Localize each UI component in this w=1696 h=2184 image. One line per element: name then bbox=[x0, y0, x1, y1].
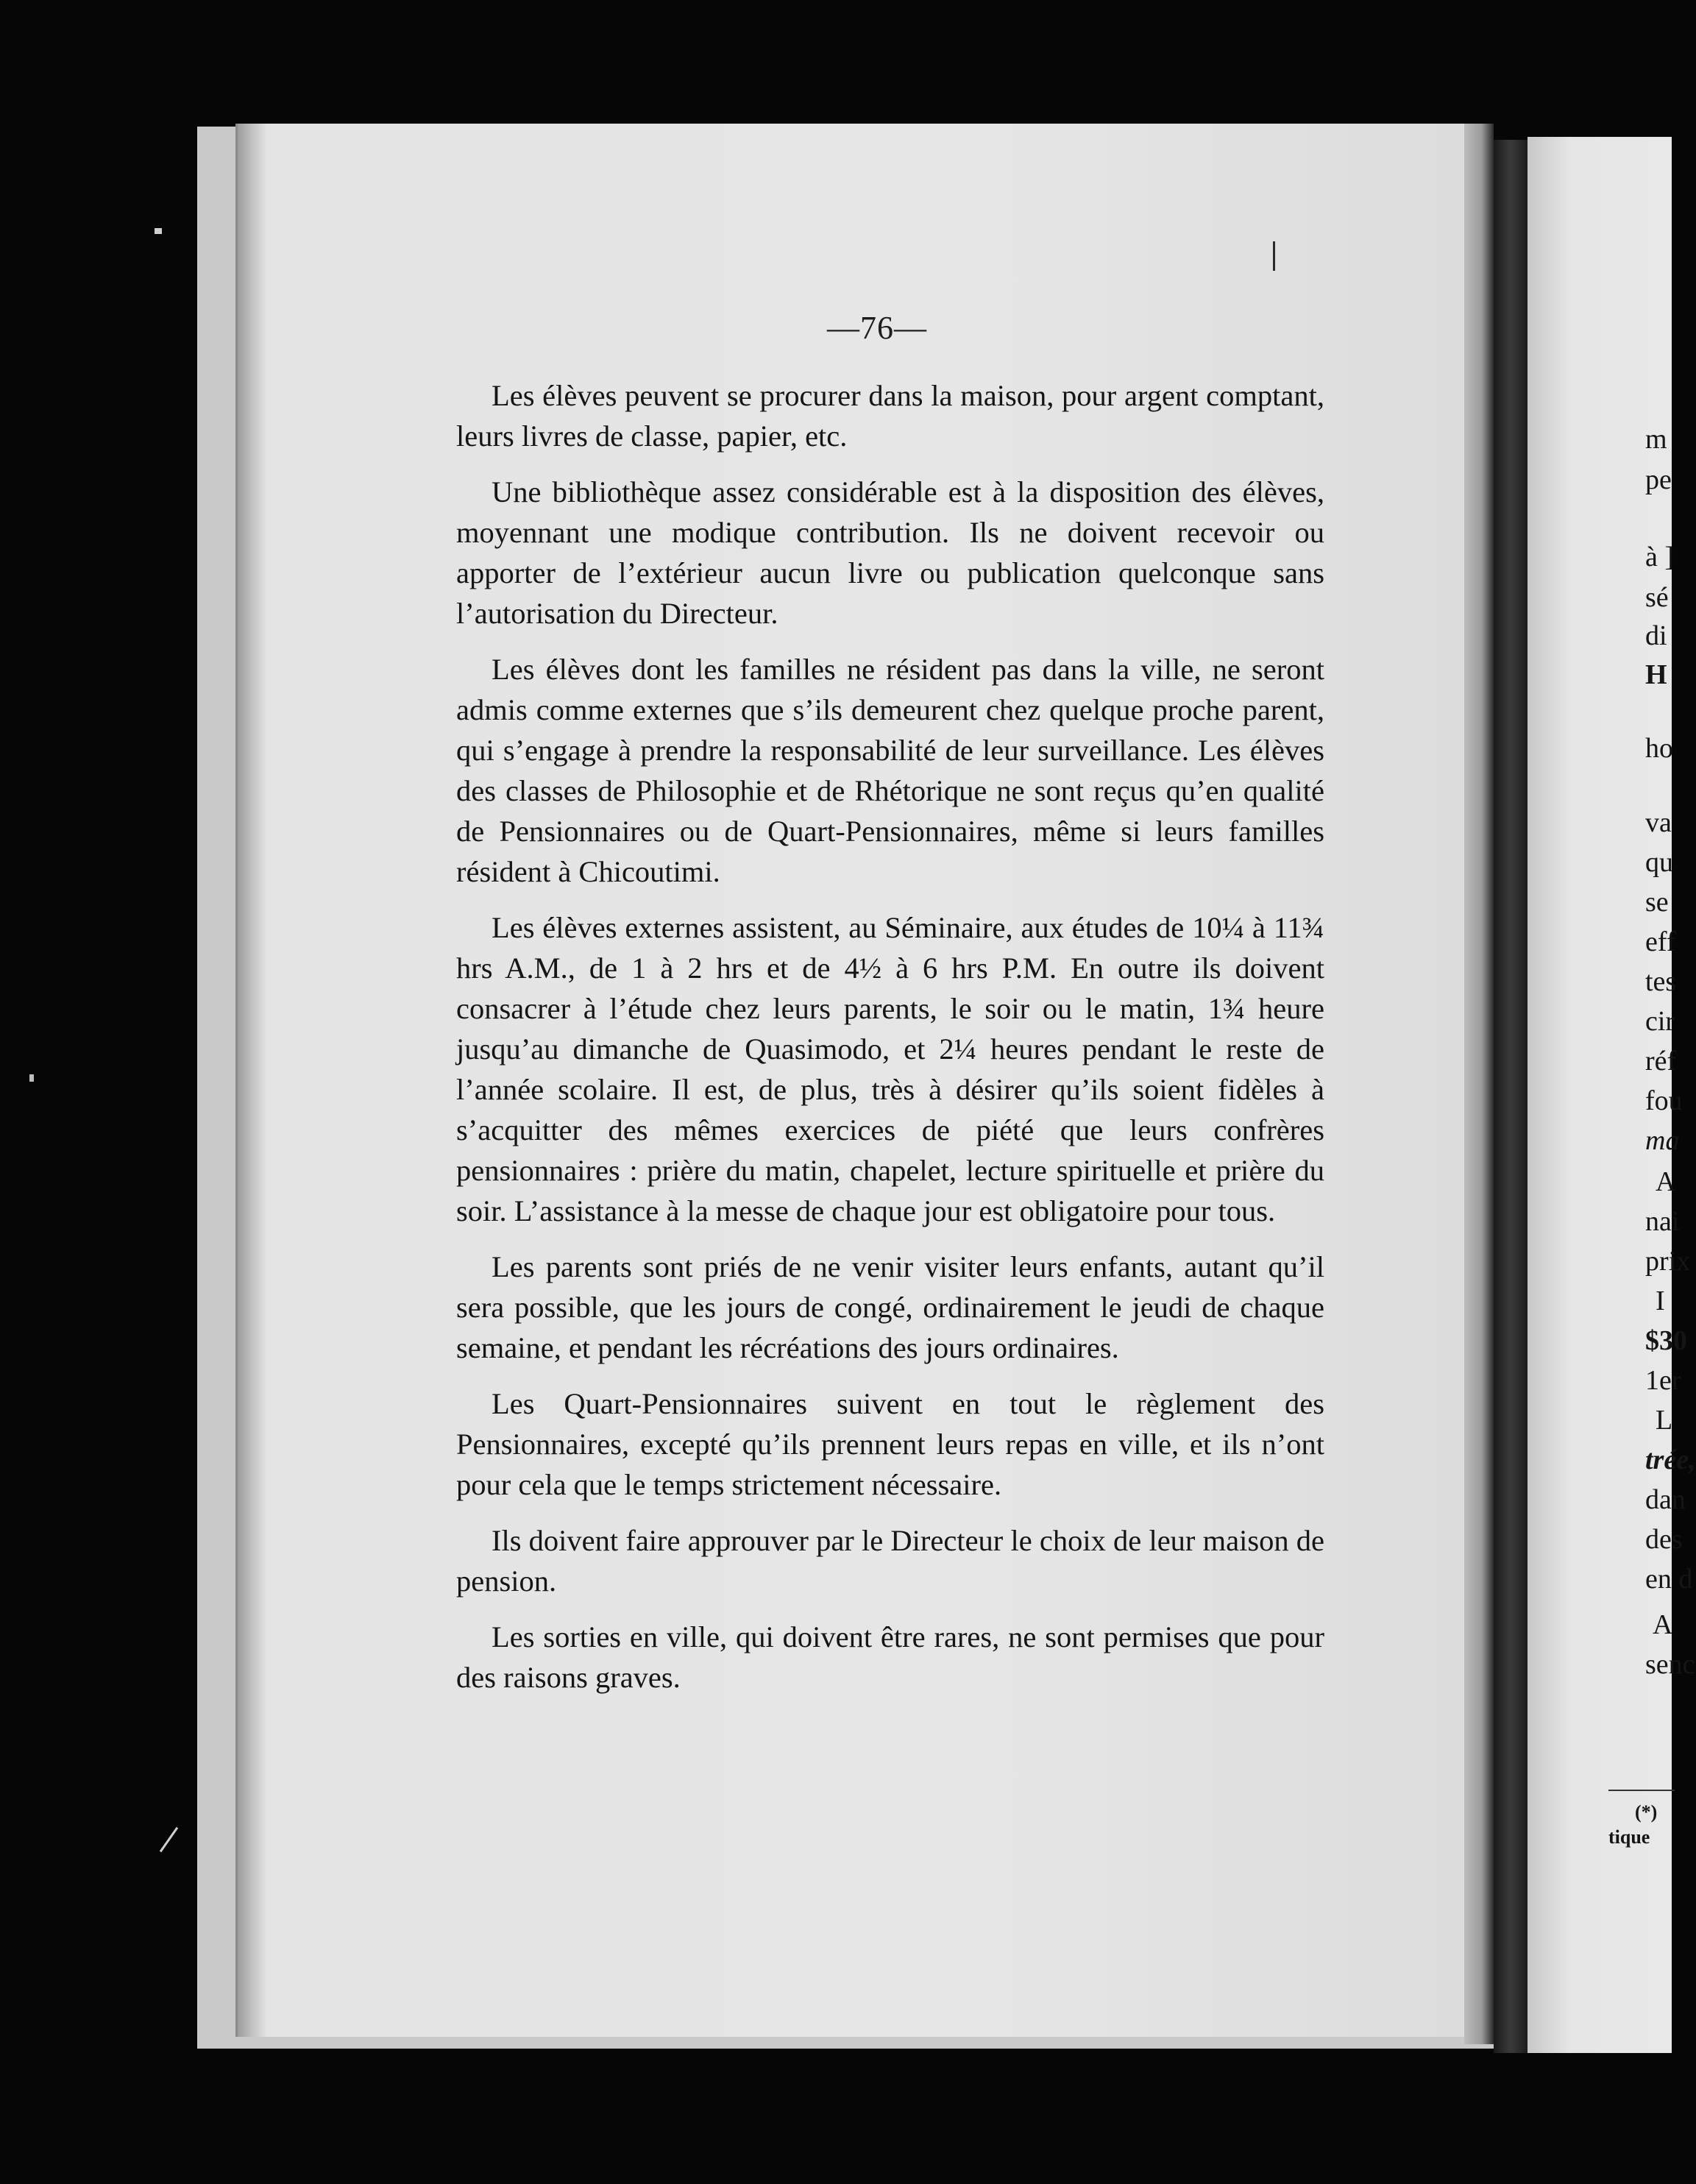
right-page-fragment: di bbox=[1645, 620, 1667, 651]
right-page-fragment: eff bbox=[1645, 926, 1676, 957]
right-page-fragment: des bbox=[1645, 1524, 1683, 1555]
right-page-fragment: senc bbox=[1645, 1649, 1695, 1680]
right-page-fragment: tique bbox=[1608, 1826, 1650, 1848]
right-page-fragment: m bbox=[1645, 424, 1667, 455]
right-page-fragment: à ] bbox=[1645, 542, 1675, 572]
right-page-fragment: (*) bbox=[1635, 1801, 1658, 1823]
right-page-fragment: ho bbox=[1645, 733, 1673, 764]
right-page-fragment: $30 bbox=[1645, 1325, 1687, 1356]
paragraph-4: Les élèves externes assistent, au Séminaire, aux études de 10¼ à 11¾ hrs A.M., de 1 à 2 hrs et de 4½ à 6 hrs P.M. En outre ils doivent consacrer à l’étude chez leurs parents, le soir ou le matin, 1¾ heure jusqu’au dimanche de Quasimodo, et 2¼ heures pendant le reste de l’année scolaire. Il est, de plus, très à désirer qu’ils soient fidèles à s’acquitter des mêmes exercices de piété que leurs confrères pensionnaires : prière du matin, chapelet, lecture spirituelle et prière du soir. L’assistance à la messe de chaque jour est obligatoire pour tous. bbox=[456, 911, 1324, 1227]
right-page-fragment: prix bbox=[1645, 1246, 1691, 1277]
right-page-fragment: fou bbox=[1645, 1085, 1683, 1116]
right-page-fragment: I bbox=[1656, 1286, 1665, 1316]
right-page-fragment: qu bbox=[1645, 847, 1673, 878]
body-text bbox=[456, 375, 1324, 1713]
right-page-fragment: nai bbox=[1645, 1206, 1680, 1237]
right-page-fragment: trée, bbox=[1645, 1444, 1696, 1475]
paragraph-5: Les parents sont priés de ne venir visiter leurs enfants, autant qu’il sera possible, que les jours de congé, ordinairement le jeudi de chaque semaine, et pendant les récréations des jours ordinaires. bbox=[456, 1250, 1324, 1364]
right-page-fragment: va bbox=[1645, 807, 1672, 838]
right-page-fragment: A bbox=[1656, 1166, 1676, 1197]
right-page-fragment: H bbox=[1645, 659, 1667, 690]
right-page-fragment: ma bbox=[1645, 1125, 1680, 1156]
right-page-fragment: se bbox=[1645, 887, 1669, 918]
scan-mark bbox=[155, 228, 162, 234]
paragraph-6: Les Quart-Pensionnaires suivent en tout le règlement des Pensionnaires, excepté qu’ils prennent leurs repas en ville, et ils n’ont pour cela que le temps strictement nécessaire. bbox=[456, 1387, 1324, 1501]
scan-mark bbox=[160, 1827, 178, 1852]
paragraph-3: Les élèves dont les familles ne résident pas dans la ville, ne seront admis comme externes que s’ils demeurent chez quelque proche parent, qui s’engage à prendre la responsabilité de leur surveillance. Les élèves des classes de Philosophie et de Rhétorique ne sont reçus qu’en qualité de Pensionnaires ou de Quart-Pensionnaires, même si leurs familles résident à Chicoutimi. bbox=[456, 653, 1324, 888]
right-page-fragment: L bbox=[1656, 1405, 1673, 1436]
scan-mark bbox=[1273, 241, 1275, 271]
right-page-fragment: pe bbox=[1645, 464, 1672, 495]
paragraph-1: Les élèves peuvent se procurer dans la maison, pour argent comptant, leurs livres de classe, papier, etc. bbox=[456, 379, 1324, 453]
scan-mark bbox=[29, 1074, 34, 1082]
book-gutter bbox=[1494, 140, 1528, 2053]
right-page-fragment: A bbox=[1653, 1609, 1673, 1640]
right-page-fragment: tes bbox=[1645, 966, 1677, 997]
right-page-fragment: sé bbox=[1645, 582, 1669, 613]
page-edge bbox=[1464, 124, 1494, 2044]
paragraph-2: Une bibliothèque assez considérable est à la disposition des élèves, moyennant une modique contribution. Ils ne doivent recevoir ou apporter de l’extérieur aucun livre ou publication quelconque sans l’autorisation du Directeur. bbox=[456, 475, 1324, 630]
paragraph-8: Les sorties en ville, qui doivent être rares, ne sont permises que pour des raisons graves. bbox=[456, 1620, 1324, 1694]
footnote-rule bbox=[1608, 1790, 1675, 1791]
page-number: —76— bbox=[827, 310, 927, 346]
right-page-fragment: cir bbox=[1645, 1006, 1675, 1037]
right-page-fragment: réf bbox=[1645, 1046, 1677, 1077]
paragraph-7: Ils doivent faire approuver par le Directeur le choix de leur maison de pension. bbox=[456, 1524, 1324, 1598]
right-page-fragment: dan bbox=[1645, 1484, 1686, 1515]
right-page-fragment: 1er bbox=[1645, 1365, 1681, 1396]
right-page-fragment: en d bbox=[1645, 1564, 1693, 1595]
